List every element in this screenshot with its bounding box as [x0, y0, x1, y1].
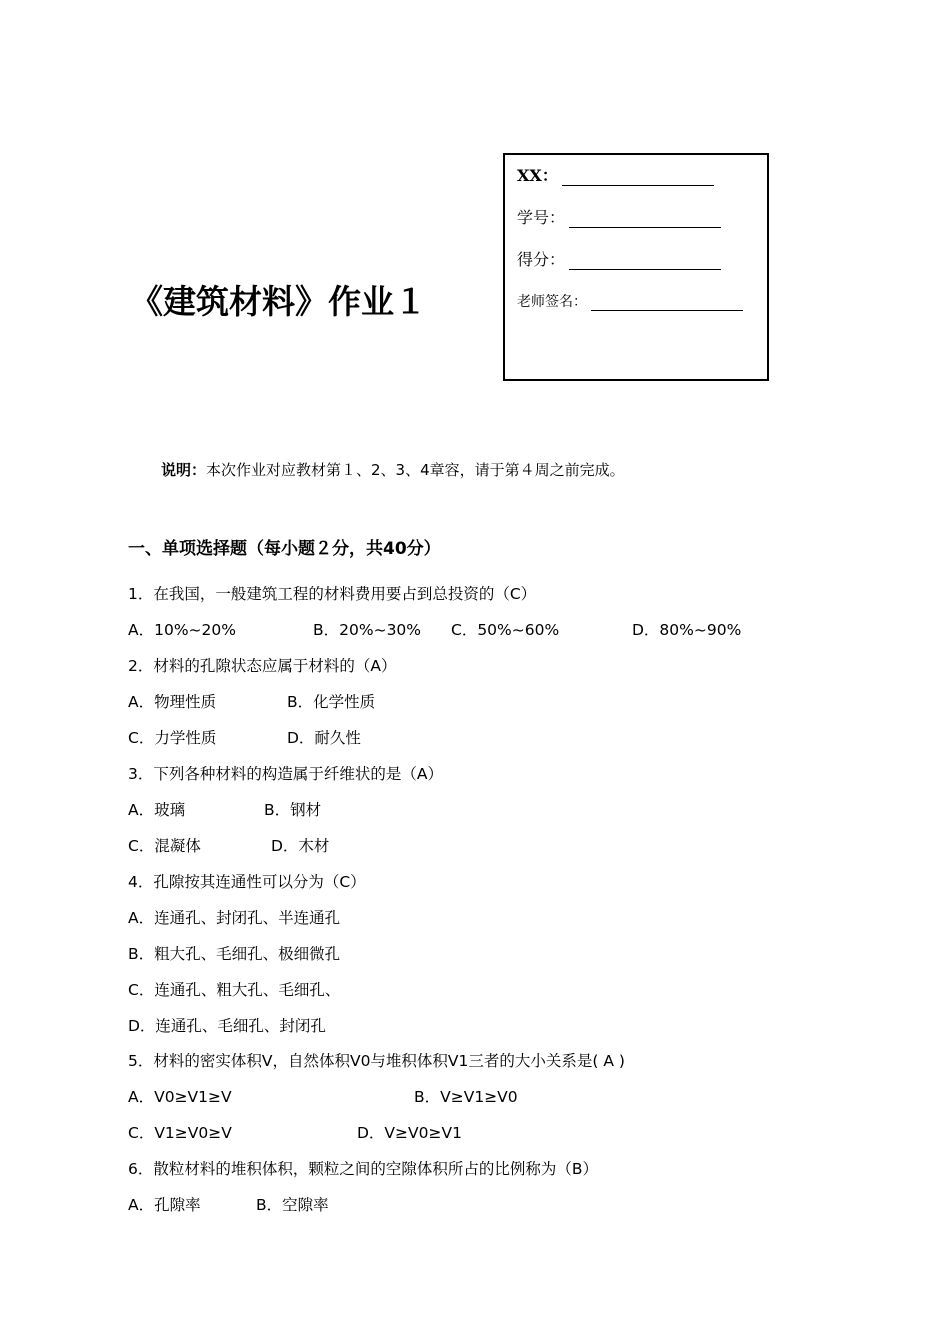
- document-title: 《建筑材料》作业１: [130, 282, 427, 321]
- question-3-option-a: A．玻璃: [128, 801, 186, 819]
- question-6-option-b: B．空隙率: [256, 1196, 329, 1214]
- instructions-note: [161, 459, 625, 480]
- section-heading: 一、单项选择题（每小题２分，共40分）: [128, 539, 441, 559]
- question-3-option-c: C．混凝体: [128, 837, 201, 855]
- note-text: 本次作业对应教材第１、2、3、4章容，请于第４周之前完成。: [206, 461, 625, 479]
- question-4-option-d: D．连通孔、毛细孔、封闭孔: [128, 1017, 326, 1035]
- score-label: 得分：: [517, 250, 566, 269]
- student-id-row: [517, 205, 721, 228]
- question-5-option-d: D．V≥V0≥V1: [357, 1124, 462, 1142]
- name-blank: [562, 168, 714, 186]
- question-1-option-c: C．50%~60%: [451, 621, 560, 639]
- name-label: XX：: [517, 166, 558, 185]
- question-4-option-a: A．连通孔、封闭孔、半连通孔: [128, 909, 341, 927]
- score-row: [517, 247, 721, 270]
- question-4-option-b: B．粗大孔、毛细孔、极细微孔: [128, 945, 341, 963]
- question-1-option-d: D．80%~90%: [632, 621, 742, 639]
- question-1-option-a: A．10%~20%: [128, 621, 236, 639]
- question-2-option-b: B．化学性质: [287, 693, 376, 711]
- question-6-stem: 6．散粒材料的堆积体积，颗粒之间的空隙体积所占的比例称为（B）: [128, 1160, 598, 1178]
- question-1-stem: 1．在我国，一般建筑工程的材料费用要占到总投资的（C）: [128, 585, 537, 603]
- question-2-option-c: C．力学性质: [128, 729, 217, 747]
- teacher-signature-blank: [591, 293, 743, 311]
- question-5-option-c: C．V1≥V0≥V: [128, 1124, 232, 1142]
- student-id-blank: [569, 210, 721, 228]
- question-1-option-b: B．20%~30%: [313, 621, 422, 639]
- score-blank: [569, 252, 721, 270]
- student-id-label: 学号：: [517, 208, 566, 227]
- student-info-box: [503, 153, 769, 381]
- question-3-option-d: D．木材: [271, 837, 330, 855]
- question-5-stem: 5．材料的密实体积V，自然体积V0与堆积体积V1三者的大小关系是( A ): [128, 1052, 625, 1070]
- question-2-option-a: A．物理性质: [128, 693, 217, 711]
- note-label: 说明：: [161, 461, 207, 479]
- question-4-option-c: C．连通孔、粗大孔、毛细孔、: [128, 981, 341, 999]
- question-5-option-a: A．V0≥V1≥V: [128, 1088, 232, 1106]
- question-4-stem: 4．孔隙按其连通性可以分为（C）: [128, 873, 366, 891]
- question-2-stem: 2．材料的孔隙状态应属于材料的（A）: [128, 657, 397, 675]
- teacher-signature-row: [517, 291, 743, 311]
- question-6-option-a: A．孔隙率: [128, 1196, 201, 1214]
- question-3-option-b: B．钢材: [264, 801, 322, 819]
- question-3-stem: 3．下列各种材料的构造属于纤维状的是（A）: [128, 765, 443, 783]
- question-5-option-b: B．V≥V1≥V0: [414, 1088, 518, 1106]
- name-row: [517, 163, 714, 186]
- teacher-signature-label: 老师签名：: [517, 294, 587, 310]
- question-2-option-d: D．耐久性: [287, 729, 361, 747]
